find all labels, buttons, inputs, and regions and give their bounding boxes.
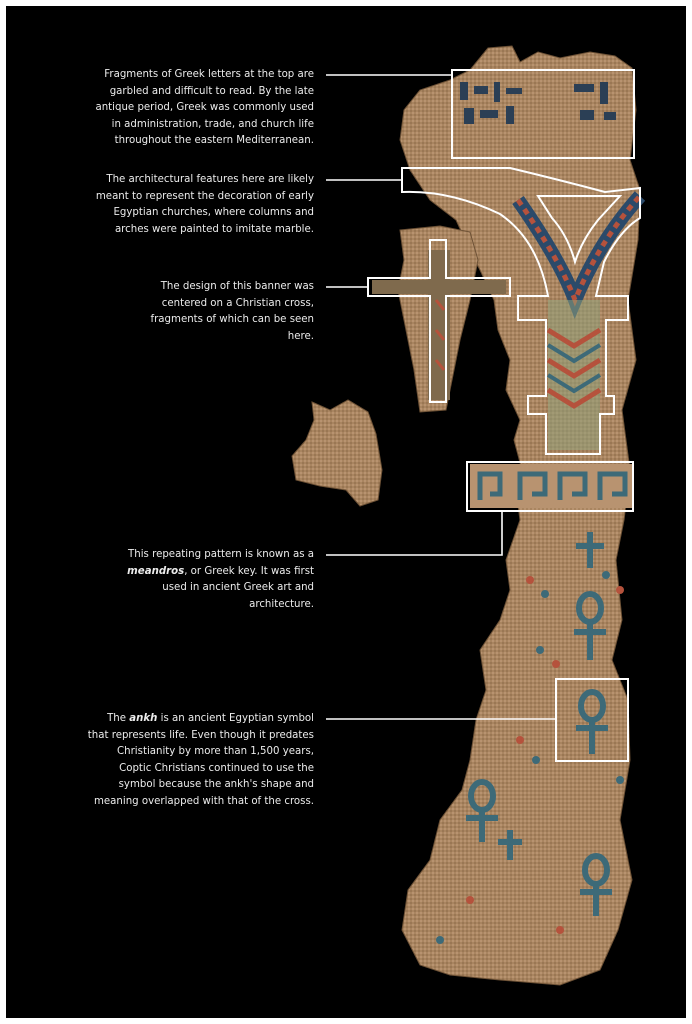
meandros-text-after: , or Greek key. It was first used in ancient Greek art and architecture. xyxy=(162,565,314,610)
meandros-term: meandros xyxy=(127,565,185,577)
leader-meander xyxy=(326,511,502,555)
annotation-architecture: The architectural features here are likely meant to represent the decoration of early Egyptian churches, where columns and arches were painted to imitate marble. xyxy=(95,174,314,235)
textile-column xyxy=(548,300,600,450)
annotation-meandros xyxy=(109,547,314,613)
ankh-text-after: is an ancient Egyptian symbol that represents life. Even though it predates Christianity by more than 1,500 years, Coptic Christians continued to use the symbol because the ankh's shape and meaning overlapped with that of the cross. xyxy=(87,713,314,807)
annotation-ankh xyxy=(84,711,314,811)
textile-meander-band xyxy=(470,464,632,508)
textile-fragment-small xyxy=(292,400,382,506)
ankh-term: ankh xyxy=(129,713,158,724)
ankh-text-before: The xyxy=(107,713,130,724)
annotation-greek-letters: Fragments of Greek letters at the top are garbled and difficult to read. By the late antique period, Greek was commonly used in administration, trade, and church life throughout the eastern Mediterranean. xyxy=(95,69,314,147)
meandros-text-before: This repeating pattern is known as a xyxy=(128,549,314,560)
annotation-cross: The design of this banner was centered on a Christian cross, fragments of which can be seen here. xyxy=(150,281,314,342)
